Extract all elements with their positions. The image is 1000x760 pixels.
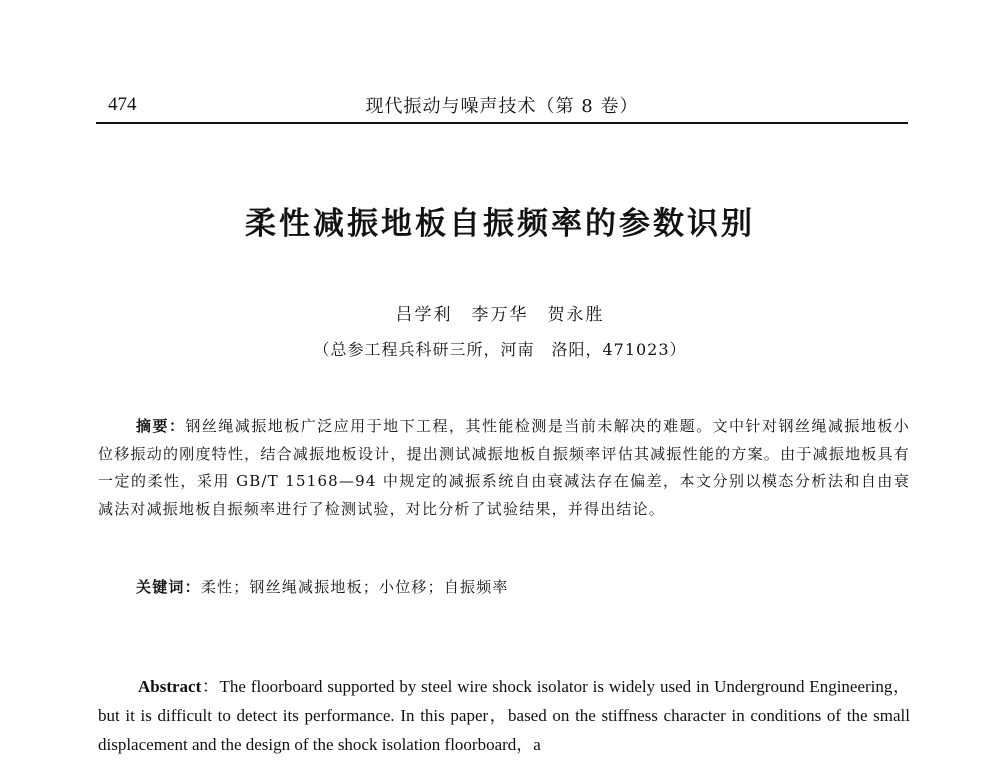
journal-running-title: 现代振动与噪声技术（第 8 卷） xyxy=(365,96,639,117)
abstract-english xyxy=(98,672,910,759)
abstract-english-label: Abstract xyxy=(138,677,202,696)
paper-title: 柔性减振地板自振频率的参数识别 xyxy=(245,206,755,242)
running-header xyxy=(96,92,908,124)
page-number: 474 xyxy=(108,94,137,115)
abstract-english-separator: ： xyxy=(201,677,220,696)
keywords-label: 关键词： xyxy=(136,578,201,596)
abstract-chinese xyxy=(98,413,910,523)
abstract-chinese-text: 钢丝绳减振地板广泛应用于地下工程，其性能检测是当前未解决的难题。文中针对钢丝绳减振地板小位移振动的刚度特性，结合减振地板设计，提出测试减振地板自振频率评估其减振性能的方案。由于减振地板具有一定的柔性，采用 GB/T 15168—94 中规定的减振系统自由衰减法存在偏差，本文分别以模态分析法和自由衰减法对减振地板自振频率进行了检测试验，对比分析了试验结果，并得出结论。 xyxy=(98,417,910,518)
keywords-text: 柔性；钢丝绳减振地板；小位移；自振频率 xyxy=(200,578,509,596)
abstract-english-text: The floorboard supported by steel wire shock isolator is widely used in Underground Engineering，but it is difficult to detect its performance. In this paper，based on the stiffness character in conditions of the small displacement and the design of the shock isolation floorboard，a xyxy=(98,677,911,754)
keywords-chinese xyxy=(136,576,916,597)
abstract-chinese-paragraph xyxy=(98,413,910,523)
author-affiliation: （总参工程兵科研三所，河南 洛阳，471023） xyxy=(313,340,687,359)
author-list: 吕学利 李万华 贺永胜 xyxy=(395,305,605,325)
abstract-chinese-label: 摘要： xyxy=(136,417,186,435)
